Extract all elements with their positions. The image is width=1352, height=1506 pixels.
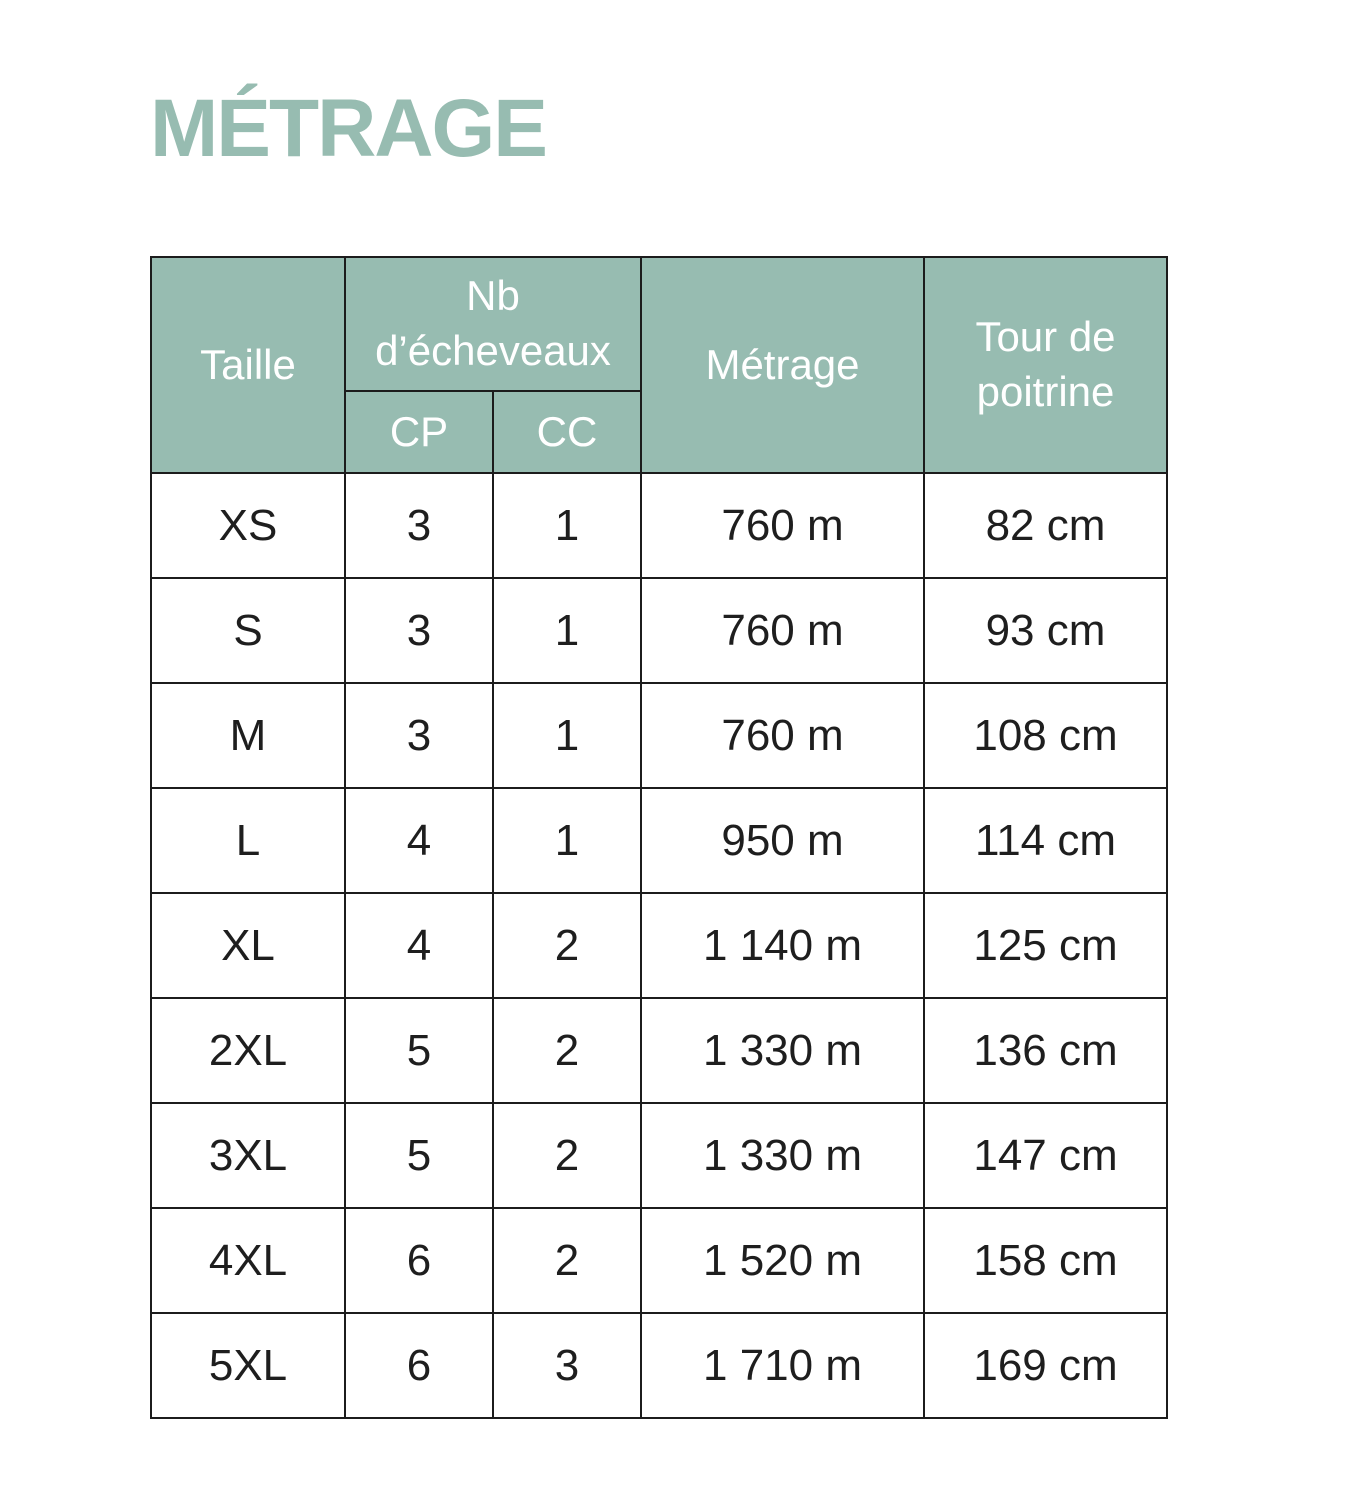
header-cc: CC <box>493 391 641 473</box>
cell-cp: 4 <box>345 893 493 998</box>
cell-tour: 93 cm <box>924 578 1167 683</box>
header-chest <box>924 257 1167 473</box>
cell-cp: 3 <box>345 473 493 578</box>
cell-taille: M <box>151 683 345 788</box>
cell-metrage: 1 140 m <box>641 893 924 998</box>
cell-taille: L <box>151 788 345 893</box>
cell-cc: 1 <box>493 683 641 788</box>
table-row <box>151 1103 1167 1208</box>
cell-cp: 5 <box>345 998 493 1103</box>
header-taille: Taille <box>151 257 345 473</box>
cell-tour: 147 cm <box>924 1103 1167 1208</box>
cell-cc: 2 <box>493 1208 641 1313</box>
cell-metrage: 760 m <box>641 683 924 788</box>
cell-metrage: 1 330 m <box>641 998 924 1103</box>
cell-cc: 1 <box>493 788 641 893</box>
cell-cc: 2 <box>493 1103 641 1208</box>
cell-taille: 5XL <box>151 1313 345 1418</box>
table-row <box>151 578 1167 683</box>
cell-tour: 158 cm <box>924 1208 1167 1313</box>
header-chest-line-1: Tour de <box>975 313 1116 361</box>
table-header-row <box>151 257 1167 391</box>
page-title: MÉTRAGE <box>150 83 546 174</box>
header-skeins <box>345 257 641 391</box>
cell-cp: 6 <box>345 1313 493 1418</box>
header-chest-line-2: poitrine <box>976 368 1115 415</box>
header-skeins-line-2: d’écheveaux <box>375 327 611 374</box>
cell-tour: 136 cm <box>924 998 1167 1103</box>
cell-metrage: 760 m <box>641 473 924 578</box>
cell-tour: 108 cm <box>924 683 1167 788</box>
cell-cc: 3 <box>493 1313 641 1418</box>
cell-tour: 169 cm <box>924 1313 1167 1418</box>
table-row <box>151 473 1167 578</box>
yardage-table <box>150 256 1168 1419</box>
cell-metrage: 760 m <box>641 578 924 683</box>
cell-cc: 2 <box>493 893 641 998</box>
cell-cc: 2 <box>493 998 641 1103</box>
cell-cp: 3 <box>345 578 493 683</box>
cell-tour: 82 cm <box>924 473 1167 578</box>
cell-cp: 5 <box>345 1103 493 1208</box>
cell-taille: S <box>151 578 345 683</box>
table-row <box>151 1208 1167 1313</box>
cell-metrage: 950 m <box>641 788 924 893</box>
cell-tour: 114 cm <box>924 788 1167 893</box>
table-row <box>151 998 1167 1103</box>
cell-metrage: 1 520 m <box>641 1208 924 1313</box>
table-row <box>151 1313 1167 1418</box>
cell-cp: 6 <box>345 1208 493 1313</box>
cell-cc: 1 <box>493 578 641 683</box>
cell-metrage: 1 710 m <box>641 1313 924 1418</box>
header-cp: CP <box>345 391 493 473</box>
cell-metrage: 1 330 m <box>641 1103 924 1208</box>
cell-cc: 1 <box>493 473 641 578</box>
cell-taille: XS <box>151 473 345 578</box>
cell-cp: 3 <box>345 683 493 788</box>
table-row <box>151 683 1167 788</box>
cell-taille: 4XL <box>151 1208 345 1313</box>
table-body <box>151 473 1167 1418</box>
header-metrage: Métrage <box>641 257 924 473</box>
cell-taille: XL <box>151 893 345 998</box>
cell-taille: 2XL <box>151 998 345 1103</box>
table-row <box>151 788 1167 893</box>
cell-tour: 125 cm <box>924 893 1167 998</box>
cell-taille: 3XL <box>151 1103 345 1208</box>
header-skeins-line-1: Nb <box>466 272 520 320</box>
cell-cp: 4 <box>345 788 493 893</box>
table-row <box>151 893 1167 998</box>
